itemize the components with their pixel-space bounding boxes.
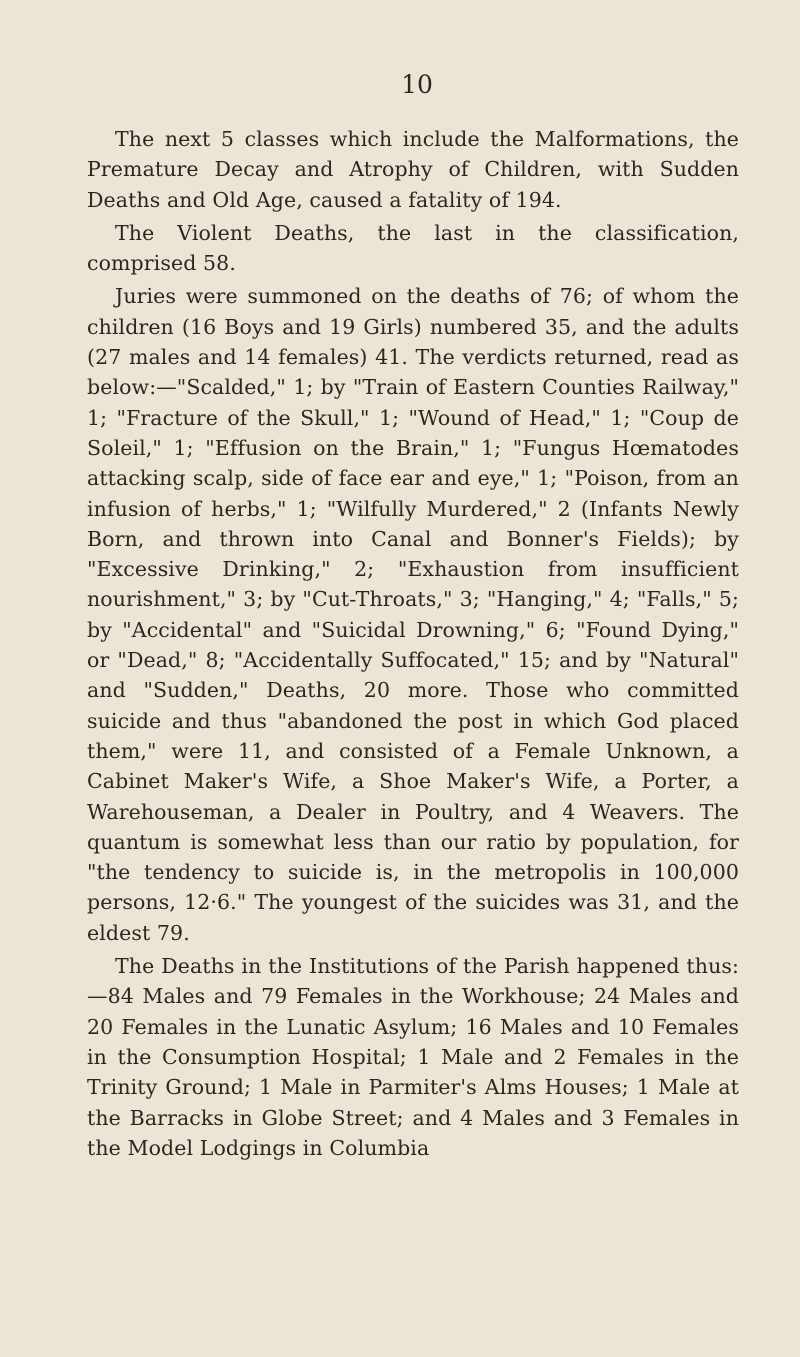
paragraph-violent-deaths: The Violent Deaths, the last in the classification, comprised 58. [87, 220, 739, 276]
paragraph-juries-verdicts: Juries were summoned on the deaths of 76; of whom the children (16 Boys and 19 Girls) numbered 35, and the adults (27 males and 14 females) 41. The verdicts returned, read as below:—"Scalded," 1; by "Train of Eastern Counties Railway," 1; "Fracture of the Skull," 1; "Wound of Head," 1; "Coup de Soleil," 1; "Effusion on the Brain," 1; "Fungus Hœmatodes attacking scalp, side of face ear and eye," 1; "Poison, from an infusion of herbs," 1; "Wilfully Murdered," 2 (Infants Newly Born, and thrown into Canal and Bonner's Fields); by "Excessive Drinking," 2; "Exhaustion from insufficient nourishment," 3; by "Cut-Throats," 3; "Hanging," 4; "Falls," 5; by "Accidental" and "Suicidal Drowning," 6; "Found Dying," or "Dead," 8; "Accidentally Suffocated," 15; and by "Natural" and "Sudden," Deaths, 20 more. Those who committed suicide and thus "abandoned the post in which God placed them," were 11, and consisted of a Female Unknown, a Cabinet Maker's Wife, a Shoe Maker's Wife, a Porter, a Warehouseman, a Dealer in Poultry, and 4 Weavers. The quantum is somewhat less than our ratio by population, for "the tendency to suicide is, in the metropolis in 100,000 persons, 12·6." The youngest of the suicides was 31, and the eldest 79. [87, 284, 739, 945]
document-page [87, 70, 739, 1167]
page-number: 10 [401, 70, 433, 99]
paragraph-malformations: The next 5 classes which include the Malformations, the Premature Decay and Atrophy of Children, with Sudden Deaths and Old Age, caused a fatality of 194. [87, 127, 739, 212]
paragraph-institution-deaths: The Deaths in the Institutions of the Parish happened thus:—84 Males and 79 Females in the Workhouse; 24 Males and 20 Females in the Lunatic Asylum; 16 Males and 10 Females in the Consumption Hospital; 1 Male and 2 Females in the Trinity Ground; 1 Male in Parmiter's Alms Houses; 1 Male at the Barracks in Globe Street; and 4 Males and 3 Females in the Model Lodgings in Columbia [87, 954, 739, 1160]
